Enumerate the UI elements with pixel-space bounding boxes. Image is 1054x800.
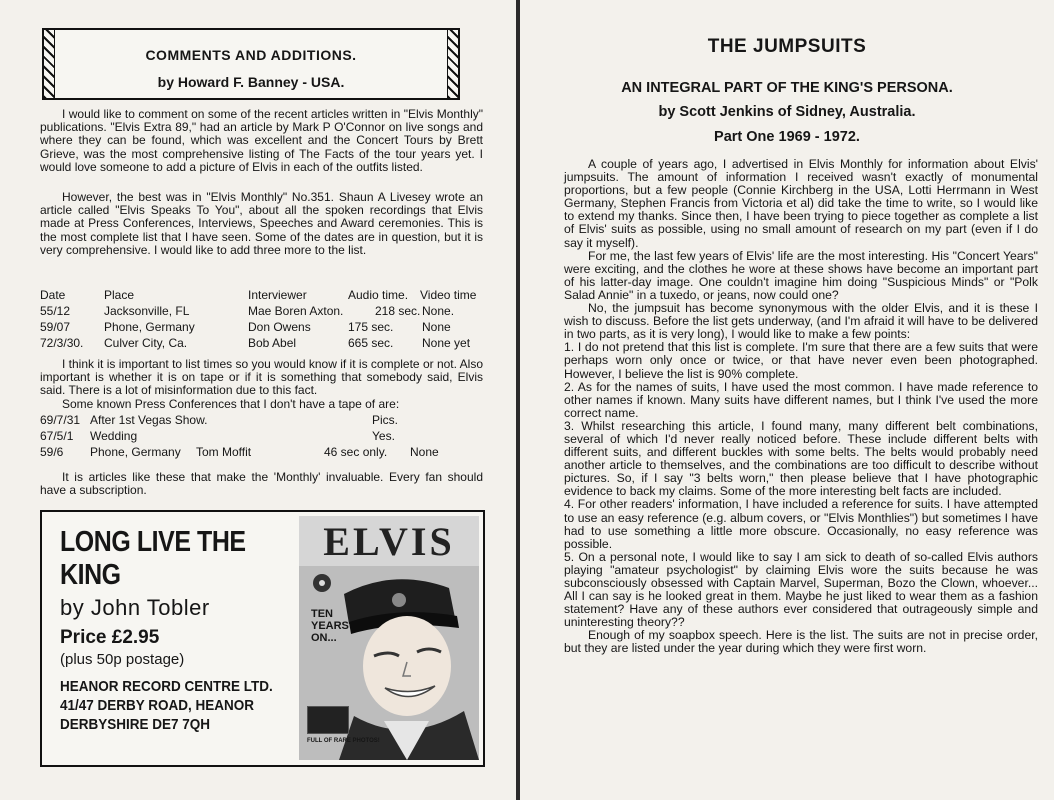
table-row [40,412,485,428]
header-place: Place [104,288,135,302]
header-interviewer: Interviewer [248,288,307,302]
cell-video: None [422,320,451,334]
table-row [40,335,485,351]
book-cover-image [299,516,479,760]
cell-interviewer: Tom Moffit [196,445,252,459]
article-subtitle: AN INTEGRAL PART OF THE KING'S PERSONA. [621,80,953,96]
ad-address-line-1: HEANOR RECORD CENTRE LTD. [60,678,273,695]
left-paragraph-4 [40,471,483,497]
cell-audio: 175 sec. [348,320,394,334]
paragraph-text: I think it is important to list times so you would know if it is complete or not. Also important is whether it is on tape or if it is something that somebody said, Elvis said. There is a lot of misinformation due to this fact. [40,357,483,398]
comments-banner [42,28,460,100]
cell-interviewer: Bob Abel [248,336,297,350]
cell-place: Jacksonville, FL [104,304,190,318]
article-body [564,158,1038,656]
interview-table [40,287,485,351]
cell-video: None [410,445,439,459]
table-row [40,303,485,319]
cover-brand: ELVIS [323,519,455,564]
table-header-row [40,287,485,303]
ad-address-line-3: DERBYSHIRE DE7 7QH [60,716,211,733]
ad-address-line-2: 41/47 DERBY ROAD, HEANOR [60,697,255,714]
list-item: 2. As for the names of suits, I have used the most common. I have made reference to other names if known. Many suits have different names, but I think I've used the more correct name. [564,379,1038,420]
inset-photo-image [307,706,349,734]
cell-interviewer: Don Owens [248,320,311,334]
ad-headline-1: LONG LIVE THE [60,526,246,558]
table-row [40,319,485,335]
cell-place: Culver City, Ca. [104,336,188,350]
cell-place: Phone, Germany [104,320,195,334]
cell-place: Phone, Germany [90,445,181,459]
cell-audio: 665 sec. [348,336,394,350]
cover-footer: FULL OF RARE PHOTOS! [307,738,380,744]
body-paragraph: Enough of my soapbox speech. Here is the list. The suits are not in precise order, but they are listed under the year during which they were first worn. [564,628,1038,656]
ad-postage: (plus 50p postage) [60,651,185,668]
header-video-time: Video time [420,288,477,302]
list-item: 4. For other readers' information, I have included a reference for suits. I have attempted to use an easy reference (e.g. album covers, or "Elvis Monthlies") but sometimes I have had to use something a little more obscure. Occasionally, no easy reference was possible. [564,497,1038,551]
cell-date: 67/5/1 [40,429,74,443]
body-paragraph: No, the jumpsuit has become synonymous with the older Elvis, and it is these I wish to discuss. Before the list gets underway, (and I'm afraid it will have to be delivered in two parts, as it is very long), I would like to make a few points: [564,301,1038,342]
cell-audio: 218 sec. [375,304,421,318]
article-part: Part One 1969 - 1972. [714,129,860,145]
press-conference-table [40,412,485,460]
book-advertisement [40,510,485,767]
paragraph-text: It is articles like these that make the 'Monthly' invaluable. Every fan should have a subscription. [40,470,483,498]
cell-audio: Yes. [372,429,395,443]
cell-date: 72/3/30. [40,336,84,350]
cell-date: 55/12 [40,304,71,318]
cell-audio: Pics. [372,413,399,427]
paragraph-text: Some known Press Conferences that I don't have a tape of are: [62,396,400,411]
cell-interviewer: Mae Boren Axton. [248,304,344,318]
table-row [40,428,485,444]
ad-text-block [60,526,310,734]
right-page [520,0,1054,800]
header-date: Date [40,288,66,302]
cell-date: 59/07 [40,320,71,334]
paragraph-text: However, the best was in "Elvis Monthly" No.351. Shaun A Livesey wrote an article called "Elvis Speaks To You", about all the spoken recordings that Elvis made at Press Conferences, Interviews, Speeches and Award ceremonies. This is the most complete list that I have seen. Some of the dates are in question, but it is very comprehensive. I would like to add three more to the list. [40,190,483,257]
cell-place: After 1st Vegas Show. [90,413,208,427]
list-item: 1. I do not pretend that this list is complete. I'm sure that there are a few suits that were perhaps worn only once or twice, or that have never even been photographed. However, I believe the list is 90% complete. [564,340,1038,381]
paragraph-text: I would like to comment on some of the recent articles written in "Elvis Monthly" publications. "Elvis Extra 89," had an article by Mark P O'Connor on live songs and where they can be found, which was excellent and the Concert Tours by Brett Grieve, was the most comprehensive listing of The Facts of the tour years yet. I would love someone to add a picture of Elvis in each of the outfits listed. [40,107,483,174]
left-paragraph-3 [40,358,483,411]
ad-price: Price £2.95 [60,627,160,648]
left-page [0,0,516,800]
article-byline: by Scott Jenkins of Sidney, Australia. [658,104,916,120]
header-audio-time: Audio time. [348,288,409,302]
cell-date: 59/6 [40,445,64,459]
record-logo-icon [313,574,331,592]
left-paragraph-1 [40,108,483,174]
banner-byline: by Howard F. Banney - USA. [157,74,345,90]
cell-video: None yet [422,336,471,350]
ad-headline-2: KING [60,559,121,591]
cell-place: Wedding [90,429,138,443]
body-paragraph: A couple of years ago, I advertised in Elvis Monthly for information about Elvis' jumpsuits. The amount of information I received wasn't exactly of monumental proportions, but a few people (Connie Kirchberg in the USA, Lotti Herrmann in West Germany, Stephen Francis from Victoria et al) did take the time to write, so I would like to extend my thanks. Since then, I have been trying to piece together as complete a list of Elvis' suits as possible, using no small amount of research on my part (even if I do say it myself). [564,157,1038,250]
cover-tagline: TEN YEARS ON... [311,608,349,644]
cell-audio: 46 sec only. [324,445,388,459]
body-paragraph: For me, the last few years of Elvis' life are the most interesting. His "Concert Years" were exciting, and the clothes he wore at these shows have become an important part of his latter-day image. One couldn't imagine him doing "Suspicious Minds" or "Polk Salad Annie" in a tuxedo, or jeans, now could one? [564,248,1038,302]
cell-date: 69/7/31 [40,413,81,427]
article-title: THE JUMPSUITS [707,36,867,57]
ad-author: by John Tobler [60,595,210,620]
table-row [40,444,485,460]
list-item: 3. Whilst researching this article, I found many, many different belt combinations, several of which I'd never really noticed before. These include different belts with different suits, and different buckles with some belts. The belts would probably need another article to themselves, and the combinations are too difficult to describe without pictures. So, if I say "3 belts worn," then please believe that I have photographic evidence to back my claims. Some of the more interesting belt facts are included. [564,418,1038,499]
banner-title: COMMENTS AND ADDITIONS. [145,47,357,63]
left-paragraph-2 [40,191,483,257]
cell-video: None. [422,304,455,318]
list-item: 5. On a personal note, I would like to say I am sick to death of so-called Elvis authors playing "amateur psychologist" by claiming Elvis wore the suits because he was subconsciously obsessed with Captain Marvel, Superman, Bozo the Clown, whoever... All I can say is he looked great in them. Maybe he just liked to wear them as a fashion statement? Have any of these authors ever considered that outrageously simple and uninteresting theory?? [564,549,1038,630]
